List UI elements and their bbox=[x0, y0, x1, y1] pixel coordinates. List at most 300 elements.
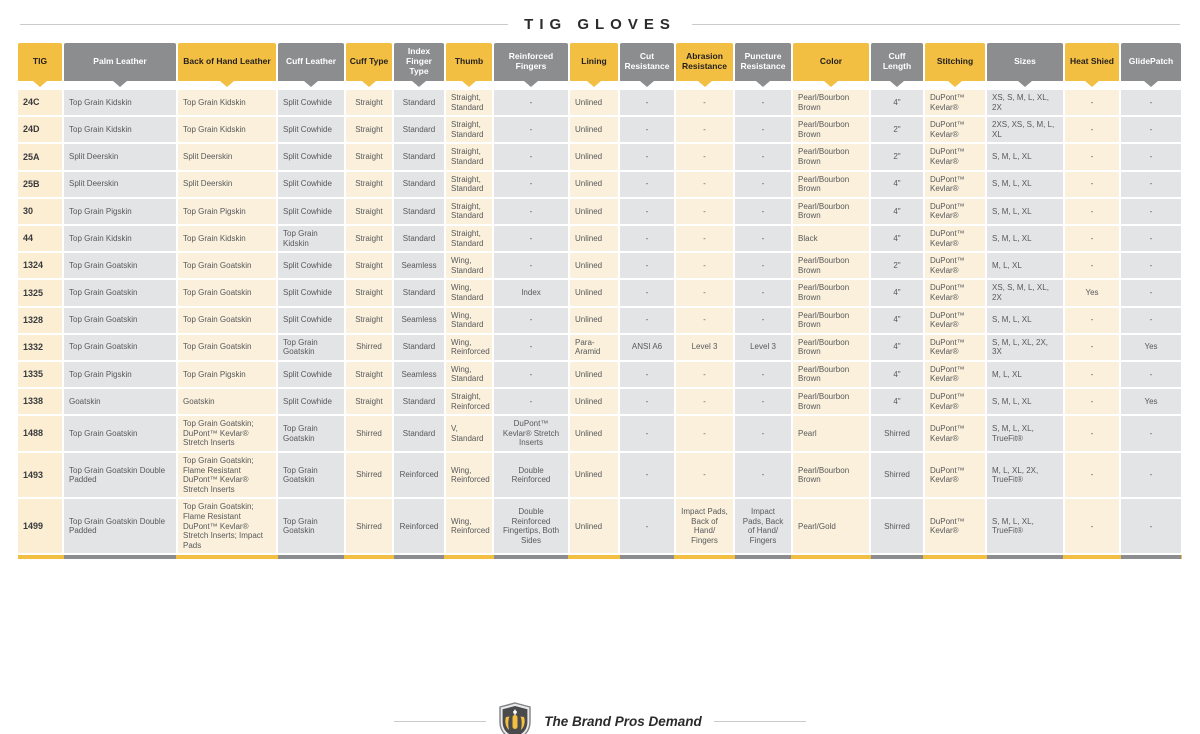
table-cell: Split Deerskin bbox=[64, 144, 176, 169]
table-cell: - bbox=[1065, 389, 1119, 414]
table-cell: - bbox=[1065, 226, 1119, 251]
table-cell: Yes bbox=[1121, 335, 1181, 360]
table-cell: Straight bbox=[346, 172, 392, 197]
table-cell: S, M, L, XL bbox=[987, 144, 1063, 169]
table-cell: DuPont™ Kevlar® bbox=[925, 199, 985, 224]
table-cell: 4" bbox=[871, 172, 923, 197]
table-cell: Top Grain Goatskin bbox=[64, 280, 176, 305]
table-cell: Top Grain Pigskin bbox=[64, 199, 176, 224]
table-cell: - bbox=[494, 308, 568, 333]
table-cell: DuPont™ Kevlar® bbox=[925, 253, 985, 278]
table-cell: Top Grain Goatskin bbox=[64, 335, 176, 360]
table-cell: Pearl/Bourbon Brown bbox=[793, 199, 869, 224]
table-cell: Shirred bbox=[871, 453, 923, 497]
table-cell: - bbox=[1121, 362, 1181, 387]
table-cell: - bbox=[1065, 308, 1119, 333]
table-cell: - bbox=[620, 253, 674, 278]
table-cell: - bbox=[676, 308, 733, 333]
table-cell: Top Grain Goatskin bbox=[278, 416, 344, 451]
table-cell: Standard bbox=[394, 172, 444, 197]
tig-id-cell: 1335 bbox=[18, 362, 62, 387]
table-cell: - bbox=[494, 389, 568, 414]
table-cell: Standard bbox=[394, 416, 444, 451]
table-cell: DuPont™ Kevlar® bbox=[925, 90, 985, 115]
table-cell: Unlined bbox=[570, 253, 618, 278]
table-cell: - bbox=[735, 226, 791, 251]
table-cell: Split Cowhide bbox=[278, 280, 344, 305]
table-cell: Shirred bbox=[346, 499, 392, 553]
table-cell: Pearl/Bourbon Brown bbox=[793, 90, 869, 115]
table-cell: S, M, L, XL bbox=[987, 199, 1063, 224]
table-cell: - bbox=[620, 144, 674, 169]
table-cell: - bbox=[620, 362, 674, 387]
table-cell: Level 3 bbox=[735, 335, 791, 360]
table-cell: - bbox=[1121, 144, 1181, 169]
table-cell: S, M, L, XL bbox=[987, 226, 1063, 251]
table-cell: DuPont™ Kevlar® bbox=[925, 117, 985, 142]
table-cell: Top Grain Pigskin bbox=[178, 362, 276, 387]
table-cell: - bbox=[494, 226, 568, 251]
table-cell: Pearl/Bourbon Brown bbox=[793, 280, 869, 305]
table-cell: - bbox=[735, 308, 791, 333]
table-cell: Unlined bbox=[570, 199, 618, 224]
table-cell: - bbox=[1065, 199, 1119, 224]
table-cell: - bbox=[735, 117, 791, 142]
table-cell: - bbox=[676, 253, 733, 278]
table-cell: Straight bbox=[346, 253, 392, 278]
column-header-glidepatch: GlidePatch bbox=[1121, 43, 1181, 81]
table-cell: Shirred bbox=[346, 335, 392, 360]
table-cell: - bbox=[1065, 90, 1119, 115]
table-cell: Pearl/Gold bbox=[793, 499, 869, 553]
table-cell: Top Grain Kidskin bbox=[278, 226, 344, 251]
table-cell: Double Reinforced bbox=[494, 453, 568, 497]
table-cell: Top Grain Goatskin; Flame Resistant DuPont™ Kevlar® Stretch Inserts; Impact Pads bbox=[178, 499, 276, 553]
column-header-puncture-resistance: Puncture Resistance bbox=[735, 43, 791, 81]
table-cell: - bbox=[620, 199, 674, 224]
table-cell: Wing, Reinforced bbox=[446, 335, 492, 360]
table-cell: - bbox=[1121, 199, 1181, 224]
table-cell: - bbox=[676, 389, 733, 414]
table-cell: Top Grain Goatskin bbox=[178, 335, 276, 360]
table-cell: - bbox=[620, 226, 674, 251]
table-cell: Top Grain Goatskin bbox=[178, 253, 276, 278]
column-header-cut-resistance: Cut Resistance bbox=[620, 43, 674, 81]
column-header-cuff-type: Cuff Type bbox=[346, 43, 392, 81]
column-header-thumb: Thumb bbox=[446, 43, 492, 81]
table-cell: - bbox=[1121, 499, 1181, 553]
table-cell: DuPont™ Kevlar® bbox=[925, 226, 985, 251]
column-header-reinforced-fingers: Reinforced Fingers bbox=[494, 43, 568, 81]
table-cell: Unlined bbox=[570, 280, 618, 305]
table-cell: Shirred bbox=[346, 416, 392, 451]
table-cell: - bbox=[1065, 416, 1119, 451]
table-cell: Straight bbox=[346, 280, 392, 305]
table-cell: Unlined bbox=[570, 144, 618, 169]
table-cell: - bbox=[1065, 144, 1119, 169]
table-cell: Straight, Reinforced bbox=[446, 389, 492, 414]
table-cell: Top Grain Goatskin Double Padded bbox=[64, 453, 176, 497]
table-cell: - bbox=[1121, 280, 1181, 305]
table-cell: DuPont™ Kevlar® bbox=[925, 172, 985, 197]
table-cell: 2" bbox=[871, 144, 923, 169]
table-cell: DuPont™ Kevlar® bbox=[925, 144, 985, 169]
table-cell: Top Grain Goatskin bbox=[64, 416, 176, 451]
table-cell: Seamless bbox=[394, 362, 444, 387]
table-cell: Straight bbox=[346, 199, 392, 224]
spec-table bbox=[18, 43, 1182, 553]
column-header-heat-shied: Heat Shied bbox=[1065, 43, 1119, 81]
table-cell: DuPont™ Kevlar® bbox=[925, 416, 985, 451]
table-cell: - bbox=[494, 90, 568, 115]
tig-id-cell: 44 bbox=[18, 226, 62, 251]
table-cell: Straight bbox=[346, 117, 392, 142]
table-cell: S, M, L, XL bbox=[987, 308, 1063, 333]
table-cell: Top Grain Kidskin bbox=[64, 226, 176, 251]
table-cell: Black bbox=[793, 226, 869, 251]
table-cell: Double Reinforced Fingertips, Both Sides bbox=[494, 499, 568, 553]
table-cell: - bbox=[676, 280, 733, 305]
table-cell: XS, S, M, L, XL, 2X bbox=[987, 90, 1063, 115]
table-cell: Split Cowhide bbox=[278, 389, 344, 414]
table-cell: Unlined bbox=[570, 308, 618, 333]
table-cell: Straight bbox=[346, 144, 392, 169]
table-cell: - bbox=[494, 117, 568, 142]
table-cell: - bbox=[676, 144, 733, 169]
table-cell: 2" bbox=[871, 117, 923, 142]
table-cell: Pearl/Bourbon Brown bbox=[793, 362, 869, 387]
table-cell: Standard bbox=[394, 389, 444, 414]
table-cell: Top Grain Kidskin bbox=[178, 90, 276, 115]
column-header-back-of-hand-leather: Back of Hand Leather bbox=[178, 43, 276, 81]
table-cell: Split Cowhide bbox=[278, 253, 344, 278]
table-cell: Top Grain Pigskin bbox=[64, 362, 176, 387]
bottom-rule-segment bbox=[494, 555, 568, 559]
table-cell: DuPont™ Kevlar® bbox=[925, 362, 985, 387]
table-cell: XS, S, M, L, XL, 2X bbox=[987, 280, 1063, 305]
tig-id-cell: 1493 bbox=[18, 453, 62, 497]
table-cell: - bbox=[676, 199, 733, 224]
column-header-color: Color bbox=[793, 43, 869, 81]
bottom-rule-segment bbox=[735, 555, 791, 559]
table-cell: Unlined bbox=[570, 362, 618, 387]
table-cell: Top Grain Kidskin bbox=[64, 117, 176, 142]
spec-table-wrap bbox=[18, 43, 1182, 559]
tig-id-cell: 1328 bbox=[18, 308, 62, 333]
table-cell: - bbox=[735, 362, 791, 387]
table-cell: S, M, L, XL bbox=[987, 389, 1063, 414]
column-header-cuff-length: Cuff Length bbox=[871, 43, 923, 81]
table-cell: DuPont™ Kevlar® bbox=[925, 499, 985, 553]
table-cell: Pearl/Bourbon Brown bbox=[793, 308, 869, 333]
table-cell: Pearl/Bourbon Brown bbox=[793, 144, 869, 169]
table-cell: Top Grain Pigskin bbox=[178, 199, 276, 224]
bottom-rule-segment bbox=[394, 555, 444, 559]
table-cell: Straight bbox=[346, 389, 392, 414]
table-cell: - bbox=[620, 416, 674, 451]
tig-id-cell: 25B bbox=[18, 172, 62, 197]
table-cell: ANSI A6 bbox=[620, 335, 674, 360]
table-cell: - bbox=[735, 416, 791, 451]
table-cell: Shirred bbox=[346, 453, 392, 497]
table-cell: Top Grain Goatskin bbox=[178, 308, 276, 333]
table-cell: Standard bbox=[394, 199, 444, 224]
table-cell: Split Deerskin bbox=[178, 172, 276, 197]
column-header-tig: TIG bbox=[18, 43, 62, 81]
table-cell: Split Cowhide bbox=[278, 144, 344, 169]
table-cell: Unlined bbox=[570, 453, 618, 497]
tig-id-cell: 1332 bbox=[18, 335, 62, 360]
table-cell: Goatskin bbox=[64, 389, 176, 414]
table-cell: 4" bbox=[871, 308, 923, 333]
table-cell: Top Grain Goatskin bbox=[278, 499, 344, 553]
table-cell: Unlined bbox=[570, 226, 618, 251]
table-cell: Wing, Standard bbox=[446, 362, 492, 387]
table-cell: - bbox=[1121, 416, 1181, 451]
table-cell: Pearl/Bourbon Brown bbox=[793, 389, 869, 414]
table-cell: - bbox=[735, 453, 791, 497]
table-cell: Top Grain Kidskin bbox=[178, 226, 276, 251]
table-cell: - bbox=[676, 453, 733, 497]
table-cell: Yes bbox=[1121, 389, 1181, 414]
title-rule-right bbox=[692, 24, 1180, 25]
table-cell: 2XS, XS, S, M, L, XL bbox=[987, 117, 1063, 142]
table-cell: 4" bbox=[871, 199, 923, 224]
table-cell: - bbox=[1121, 172, 1181, 197]
table-cell: S, M, L, XL, TrueFit® bbox=[987, 416, 1063, 451]
table-cell: Pearl/Bourbon Brown bbox=[793, 253, 869, 278]
table-cell: 2" bbox=[871, 253, 923, 278]
table-cell: Impact Pads, Back of Hand/ Fingers bbox=[676, 499, 733, 553]
table-cell: M, L, XL bbox=[987, 362, 1063, 387]
page-title: TIG GLOVES bbox=[524, 16, 676, 33]
table-cell: - bbox=[735, 280, 791, 305]
table-cell: Split Cowhide bbox=[278, 308, 344, 333]
table-cell: Split Deerskin bbox=[178, 144, 276, 169]
column-header-cuff-leather: Cuff Leather bbox=[278, 43, 344, 81]
table-cell: Shirred bbox=[871, 499, 923, 553]
table-cell: Split Deerskin bbox=[64, 172, 176, 197]
table-cell: Straight bbox=[346, 308, 392, 333]
table-cell: Standard bbox=[394, 117, 444, 142]
table-cell: - bbox=[1121, 226, 1181, 251]
table-cell: - bbox=[1065, 117, 1119, 142]
table-cell: Split Cowhide bbox=[278, 90, 344, 115]
table-cell: Top Grain Goatskin bbox=[178, 280, 276, 305]
table-cell: - bbox=[620, 90, 674, 115]
tig-id-cell: 1325 bbox=[18, 280, 62, 305]
table-cell: M, L, XL bbox=[987, 253, 1063, 278]
table-cell: Seamless bbox=[394, 253, 444, 278]
table-cell: Pearl/Bourbon Brown bbox=[793, 117, 869, 142]
table-cell: Unlined bbox=[570, 90, 618, 115]
table-cell: DuPont™ Kevlar® bbox=[925, 308, 985, 333]
tig-id-cell: 1338 bbox=[18, 389, 62, 414]
table-cell: - bbox=[1121, 90, 1181, 115]
table-cell: Straight, Standard bbox=[446, 226, 492, 251]
table-cell: - bbox=[676, 226, 733, 251]
table-cell: Unlined bbox=[570, 499, 618, 553]
table-cell: Wing, Reinforced bbox=[446, 499, 492, 553]
brand-tagline: The Brand Pros Demand bbox=[544, 713, 702, 729]
table-cell: - bbox=[494, 335, 568, 360]
table-cell: - bbox=[620, 280, 674, 305]
column-header-index-finger-type: Index Finger Type bbox=[394, 43, 444, 81]
table-cell: - bbox=[494, 172, 568, 197]
table-cell: DuPont™ Kevlar® bbox=[925, 389, 985, 414]
table-cell: Wing, Standard bbox=[446, 308, 492, 333]
table-cell: - bbox=[1121, 453, 1181, 497]
table-cell: - bbox=[620, 499, 674, 553]
table-cell: - bbox=[676, 117, 733, 142]
table-cell: Level 3 bbox=[676, 335, 733, 360]
table-cell: - bbox=[620, 172, 674, 197]
table-cell: 4" bbox=[871, 226, 923, 251]
table-cell: Top Grain Goatskin; Flame Resistant DuPont™ Kevlar® Stretch Inserts bbox=[178, 453, 276, 497]
table-cell: - bbox=[1065, 499, 1119, 553]
table-cell: Straight, Standard bbox=[446, 199, 492, 224]
table-cell: Split Cowhide bbox=[278, 117, 344, 142]
bottom-rule-segment bbox=[1121, 555, 1181, 559]
table-cell: - bbox=[735, 389, 791, 414]
table-cell: 4" bbox=[871, 362, 923, 387]
column-header-abrasion-resistance: Abrasion Resistance bbox=[676, 43, 733, 81]
table-cell: Top Grain Goatskin bbox=[64, 308, 176, 333]
table-cell: Straight bbox=[346, 362, 392, 387]
table-cell: Straight, Standard bbox=[446, 144, 492, 169]
table-cell: - bbox=[494, 253, 568, 278]
table-cell: Straight, Standard bbox=[446, 117, 492, 142]
table-cell: Wing, Standard bbox=[446, 253, 492, 278]
table-cell: S, M, L, XL bbox=[987, 172, 1063, 197]
table-cell: Wing, Standard bbox=[446, 280, 492, 305]
table-cell: DuPont™ Kevlar® Stretch Inserts bbox=[494, 416, 568, 451]
page-header bbox=[20, 16, 1180, 33]
column-header-stitching: Stitching bbox=[925, 43, 985, 81]
table-cell: DuPont™ Kevlar® bbox=[925, 335, 985, 360]
table-cell: Unlined bbox=[570, 416, 618, 451]
table-cell: - bbox=[676, 362, 733, 387]
page-footer bbox=[0, 702, 1200, 734]
tig-id-cell: 25A bbox=[18, 144, 62, 169]
table-cell: DuPont™ Kevlar® bbox=[925, 453, 985, 497]
table-cell: Standard bbox=[394, 280, 444, 305]
table-cell: 4" bbox=[871, 389, 923, 414]
table-cell: - bbox=[1121, 308, 1181, 333]
table-cell: Index bbox=[494, 280, 568, 305]
table-cell: Split Cowhide bbox=[278, 199, 344, 224]
column-header-sizes: Sizes bbox=[987, 43, 1063, 81]
table-cell: Seamless bbox=[394, 308, 444, 333]
table-cell: M, L, XL, 2X, TrueFit® bbox=[987, 453, 1063, 497]
table-cell: - bbox=[676, 416, 733, 451]
table-cell: Pearl bbox=[793, 416, 869, 451]
table-cell: Straight bbox=[346, 226, 392, 251]
table-cell: Pearl/Bourbon Brown bbox=[793, 335, 869, 360]
table-cell: - bbox=[1065, 335, 1119, 360]
bottom-rule-segment bbox=[64, 555, 176, 559]
footer-rule-left bbox=[394, 721, 486, 722]
footer-rule-right bbox=[714, 721, 806, 722]
table-cell: - bbox=[735, 90, 791, 115]
table-cell: DuPont™ Kevlar® bbox=[925, 280, 985, 305]
table-cell: Unlined bbox=[570, 389, 618, 414]
table-cell: Split Cowhide bbox=[278, 362, 344, 387]
table-cell: S, M, L, XL, 2X, 3X bbox=[987, 335, 1063, 360]
tig-id-cell: 24C bbox=[18, 90, 62, 115]
table-cell: Top Grain Goatskin bbox=[278, 335, 344, 360]
bottom-rule-segment bbox=[871, 555, 923, 559]
table-cell: Standard bbox=[394, 335, 444, 360]
column-header-palm-leather: Palm Leather bbox=[64, 43, 176, 81]
table-cell: - bbox=[1121, 253, 1181, 278]
table-cell: 4" bbox=[871, 90, 923, 115]
table-cell: - bbox=[676, 172, 733, 197]
table-cell: Standard bbox=[394, 144, 444, 169]
bottom-rule-segment bbox=[278, 555, 344, 559]
table-cell: Para-Aramid bbox=[570, 335, 618, 360]
table-cell: 4" bbox=[871, 280, 923, 305]
shield-glove-logo bbox=[498, 702, 532, 734]
table-cell: Straight, Standard bbox=[446, 172, 492, 197]
table-cell: Pearl/Bourbon Brown bbox=[793, 172, 869, 197]
table-cell: S, M, L, XL, TrueFit® bbox=[987, 499, 1063, 553]
title-rule-left bbox=[20, 24, 508, 25]
table-cell: Pearl/Bourbon Brown bbox=[793, 453, 869, 497]
table-cell: - bbox=[735, 253, 791, 278]
table-cell: 4" bbox=[871, 335, 923, 360]
table-cell: V, Standard bbox=[446, 416, 492, 451]
table-cell: Top Grain Goatskin bbox=[64, 253, 176, 278]
tig-id-cell: 1488 bbox=[18, 416, 62, 451]
tig-id-cell: 30 bbox=[18, 199, 62, 224]
table-cell: Top Grain Goatskin; DuPont™ Kevlar® Stretch Inserts bbox=[178, 416, 276, 451]
table-cell: Yes bbox=[1065, 280, 1119, 305]
table-cell: - bbox=[1121, 117, 1181, 142]
table-cell: Top Grain Goatskin Double Padded bbox=[64, 499, 176, 553]
table-cell: Top Grain Kidskin bbox=[178, 117, 276, 142]
table-cell: - bbox=[735, 172, 791, 197]
table-cell: - bbox=[620, 308, 674, 333]
table-cell: Top Grain Goatskin bbox=[278, 453, 344, 497]
bottom-rule-segment bbox=[620, 555, 674, 559]
table-cell: Impact Pads, Back of Hand/ Fingers bbox=[735, 499, 791, 553]
table-cell: - bbox=[494, 362, 568, 387]
table-cell: - bbox=[1065, 172, 1119, 197]
table-cell: - bbox=[620, 389, 674, 414]
table-cell: Reinforced bbox=[394, 499, 444, 553]
tig-id-cell: 1324 bbox=[18, 253, 62, 278]
column-header-lining: Lining bbox=[570, 43, 618, 81]
table-cell: Split Cowhide bbox=[278, 172, 344, 197]
table-cell: Shirred bbox=[871, 416, 923, 451]
table-cell: Reinforced bbox=[394, 453, 444, 497]
table-bottom-rule bbox=[18, 555, 1182, 559]
table-cell: - bbox=[676, 90, 733, 115]
table-cell: - bbox=[620, 117, 674, 142]
table-cell: - bbox=[1065, 362, 1119, 387]
table-cell: - bbox=[1065, 453, 1119, 497]
table-cell: Straight, Standard bbox=[446, 90, 492, 115]
table-cell: Unlined bbox=[570, 172, 618, 197]
table-cell: Unlined bbox=[570, 117, 618, 142]
table-cell: Standard bbox=[394, 90, 444, 115]
table-cell: - bbox=[735, 144, 791, 169]
table-cell: Wing, Reinforced bbox=[446, 453, 492, 497]
table-cell: - bbox=[735, 199, 791, 224]
table-cell: Standard bbox=[394, 226, 444, 251]
table-cell: - bbox=[1065, 253, 1119, 278]
